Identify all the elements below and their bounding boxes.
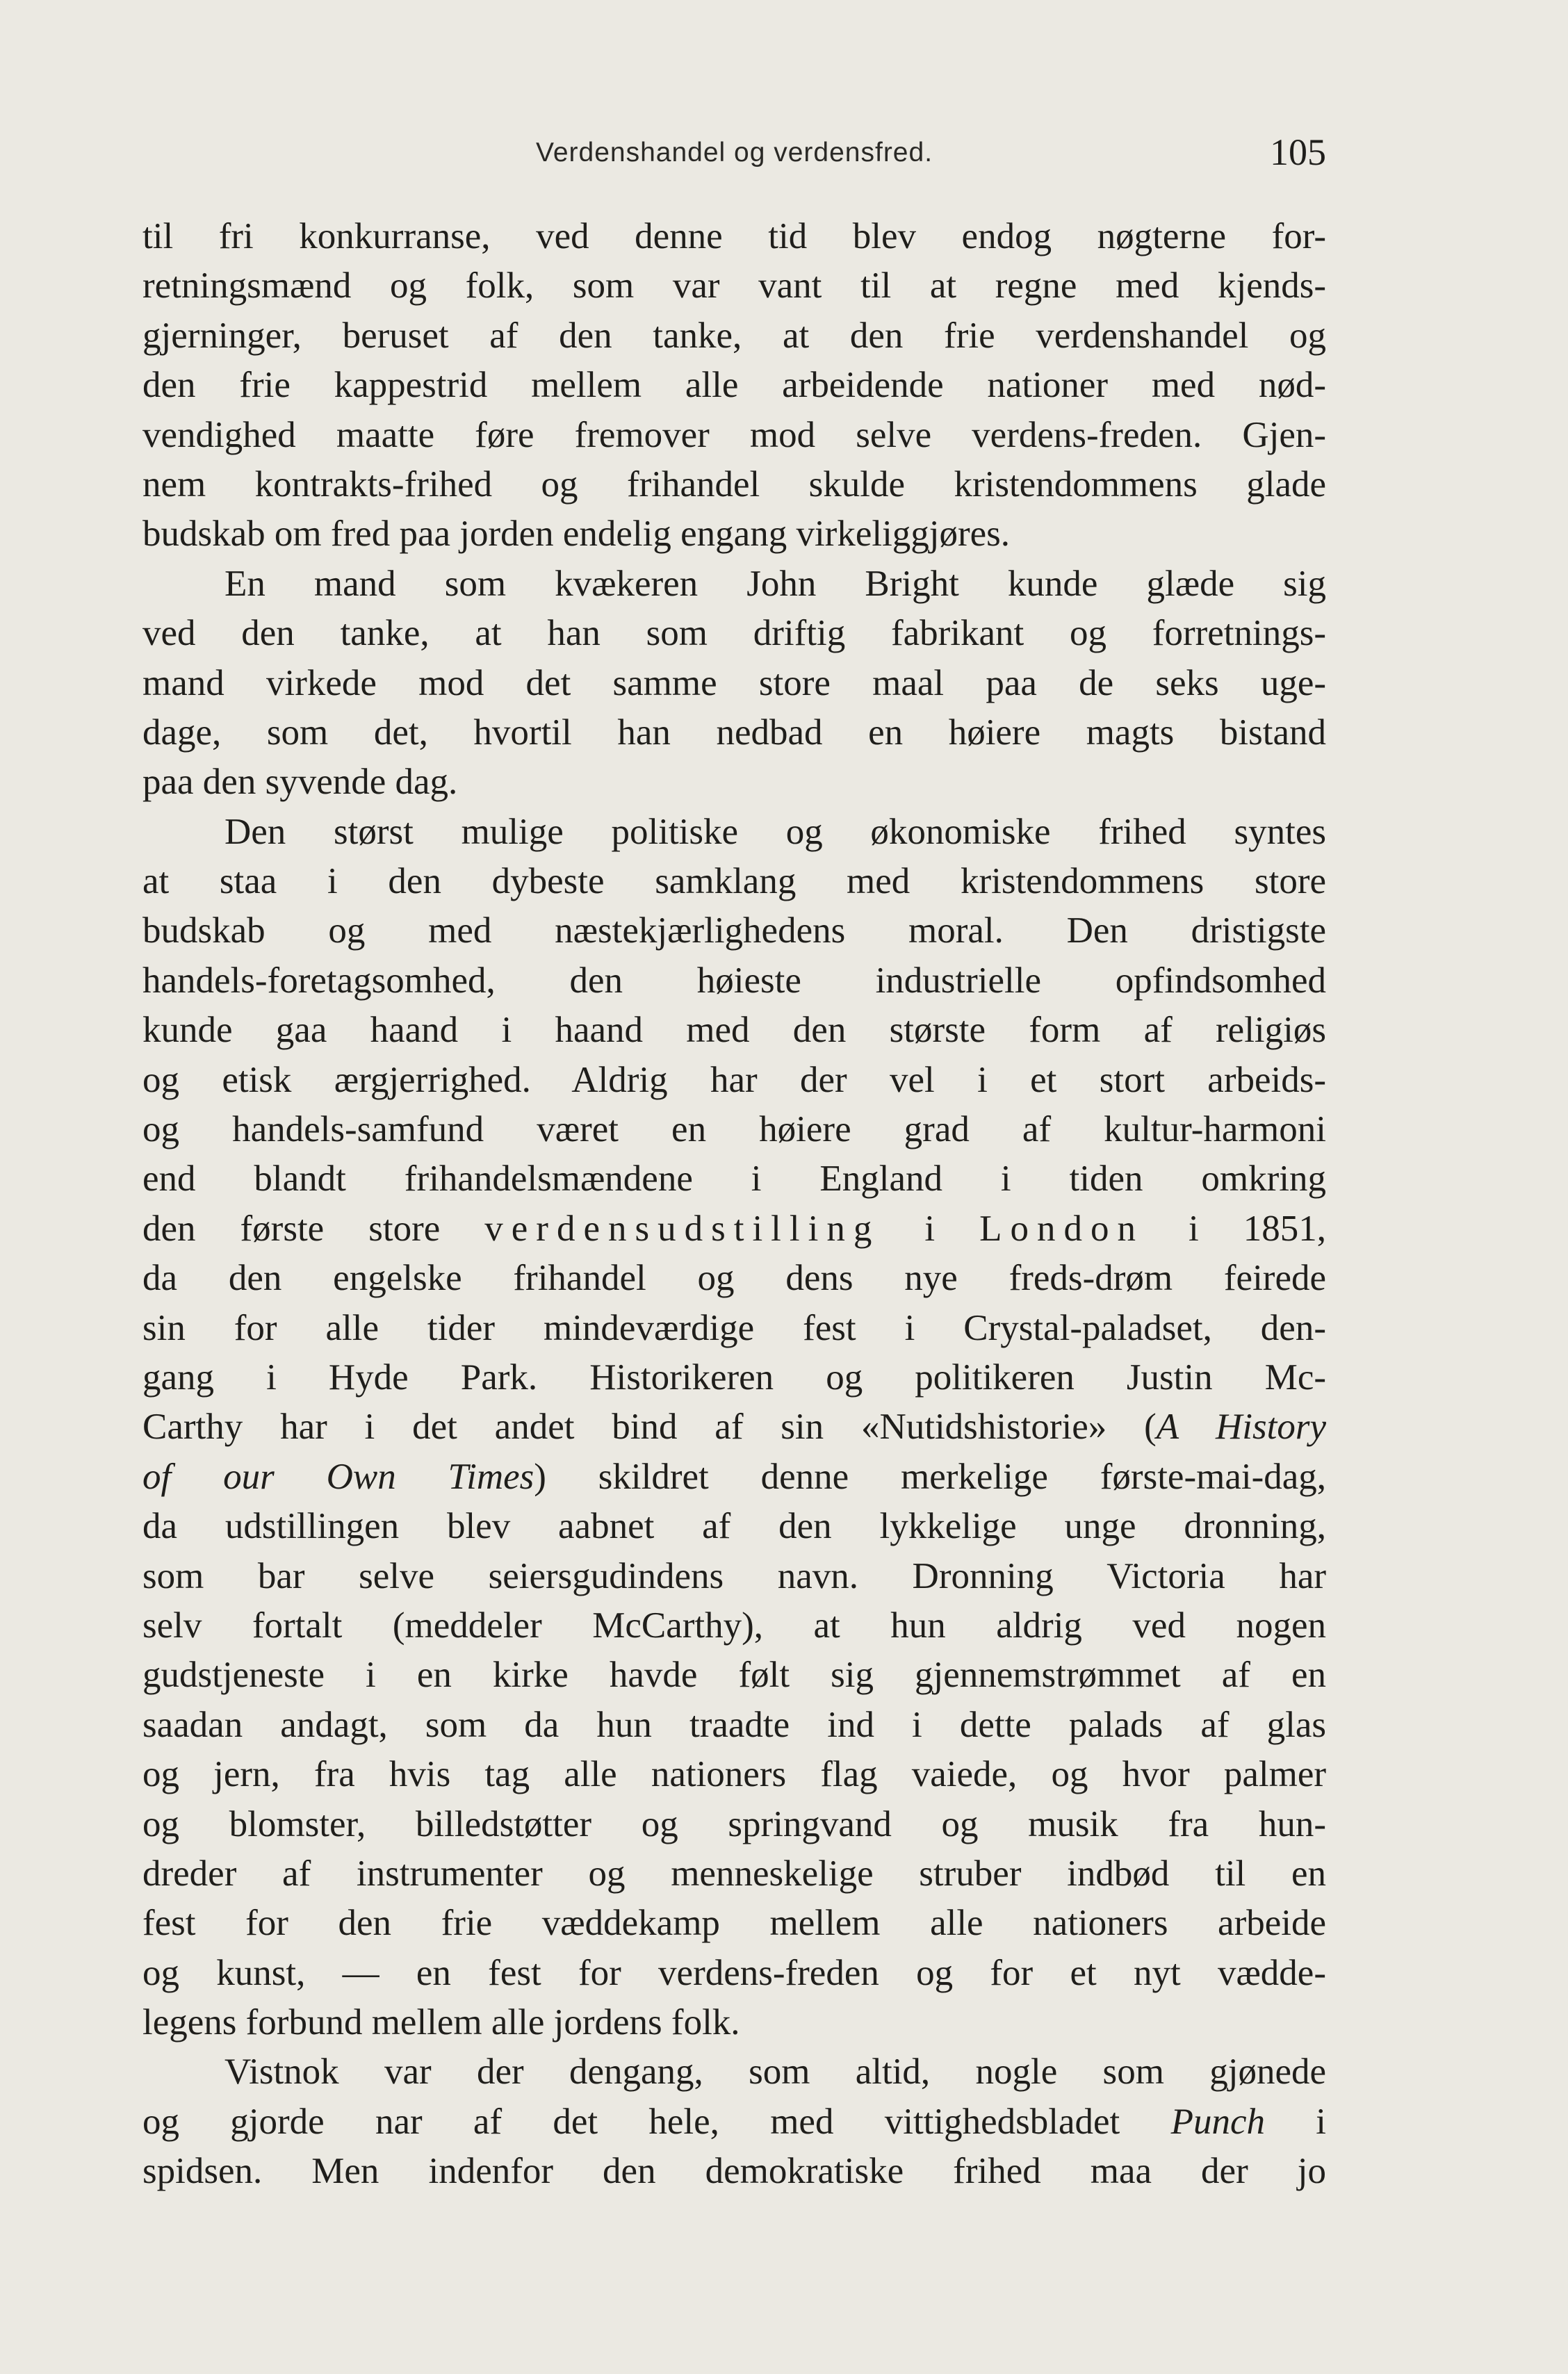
text-line-after: i [1264, 2101, 1326, 2142]
page-number: 105 [1270, 131, 1326, 173]
text-line: og blomster, billedstøtter og springvand og musik fra hun- [142, 1803, 1326, 1844]
text-line: handels-foretagsomhed, den høieste industrielle opfindsomhed [142, 960, 1326, 1001]
text-line: nem kontrakts-frihed og frihandel skulde kristendommens glade [142, 464, 1326, 505]
text-line: legens forbund mellem alle jordens folk. [142, 2002, 740, 2043]
text-line: og kunst, — en fest for verdens-freden og for et nyt vædde- [142, 1952, 1326, 1993]
italic-title: Punch [1170, 2101, 1265, 2142]
text-line: da den engelske frihandel og dens nye freds-drøm feirede [142, 1258, 1326, 1299]
text-line: Vistnok var der dengang, som altid, nogle som gjønede [224, 2052, 1326, 2093]
text-line: den frie kappestrid mellem alle arbeidende nationer med nød- [142, 365, 1326, 406]
text-line: budskab om fred paa jorden endelig engang virkeliggjøres. [142, 514, 1011, 555]
text-line-middle: i [880, 1208, 980, 1249]
body-text [142, 212, 1326, 2197]
text-line: spidsen. Men indenfor den demokratiske frihed maa der jo [142, 2151, 1326, 2192]
page-header [142, 132, 1326, 181]
text-line: Den størst mulige politiske og økonomiske frihed syntes [224, 811, 1326, 852]
text-line: mand virkede mod det samme store maal paa de seks uge- [142, 662, 1326, 703]
text-line-before: Carthy har i det andet bind af sin «Nutidshistorie» ( [142, 1407, 1157, 1448]
spaced-text: London [979, 1208, 1144, 1249]
text-line: til fri konkurranse, ved denne tid blev endog nøgterne for- [142, 216, 1326, 256]
text-line: En mand som kvækeren John Bright kunde glæde sig [224, 563, 1326, 604]
text-line: gudstjeneste i en kirke havde følt sig gjennemstrømmet af en [142, 1655, 1326, 1696]
text-line [142, 1402, 1326, 1452]
text-line: selv fortalt (meddeler McCarthy), at hun aldrig ved nogen [142, 1605, 1326, 1646]
text-line: saadan andagt, som da hun traadte ind i dette palads af glas [142, 1704, 1326, 1745]
text-line: gang i Hyde Park. Historikeren og politikeren Justin Mc- [142, 1357, 1326, 1398]
text-line: kunde gaa haand i haand med den største form af religiøs [142, 1010, 1326, 1051]
text-line: og handels-samfund været en høiere grad af kultur-harmoni [142, 1109, 1326, 1150]
text-line: som bar selve seiersgudindens navn. Dronning Victoria har [142, 1555, 1326, 1596]
text-line: ved den tanke, at han som driftig fabrikant og forretnings- [142, 613, 1326, 654]
italic-title: of our Own Times [142, 1456, 534, 1497]
text-line: og etisk ærgjerrighed. Aldrig har der vel i et stort arbeids- [142, 1059, 1326, 1100]
text-line: dreder af instrumenter og menneskelige struber indbød til en [142, 1853, 1326, 1894]
text-line: paa den syvende dag. [142, 762, 458, 803]
text-line-after: ) skildret denne merkelige første-mai-dag, [534, 1456, 1326, 1497]
italic-title: A History [1156, 1407, 1326, 1448]
text-line: vendighed maatte føre fremover mod selve verdens-freden. Gjen- [142, 414, 1326, 455]
text-line: sin for alle tider mindeværdige fest i Crystal-paladset, den- [142, 1307, 1326, 1348]
text-line: dage, som det, hvortil han nedbad en høiere magts bistand [142, 712, 1326, 753]
text-line: da udstillingen blev aabnet af den lykkelige unge dronning, [142, 1506, 1326, 1547]
text-line: end blandt frihandelsmændene i England i tiden omkring [142, 1159, 1326, 1200]
text-line-before: og gjorde nar af det hele, med vittighedsbladet [142, 2101, 1171, 2142]
text-line-before: den første store [142, 1208, 485, 1249]
spaced-text: verdensudstilling [484, 1208, 881, 1249]
text-line: budskab og med næstekjærlighedens moral. Den dristigste [142, 910, 1326, 951]
text-line: og jern, fra hvis tag alle nationers flag vaiede, og hvor palmer [142, 1754, 1326, 1795]
text-line: at staa i den dybeste samklang med kristendommens store [142, 861, 1326, 902]
text-line [142, 1452, 1326, 1502]
text-line: fest for den frie væddekamp mellem alle nationers arbeide [142, 1903, 1326, 1944]
running-head: Verdenshandel og verdensfred. [535, 138, 933, 167]
text-line [142, 2097, 1326, 2147]
text-line: gjerninger, beruset af den tanke, at den frie verdenshandel og [142, 315, 1326, 356]
text-line-after: i 1851, [1143, 1208, 1326, 1249]
text-line [142, 1204, 1326, 1254]
text-line: retningsmænd og folk, som var vant til at regne med kjends- [142, 265, 1326, 306]
